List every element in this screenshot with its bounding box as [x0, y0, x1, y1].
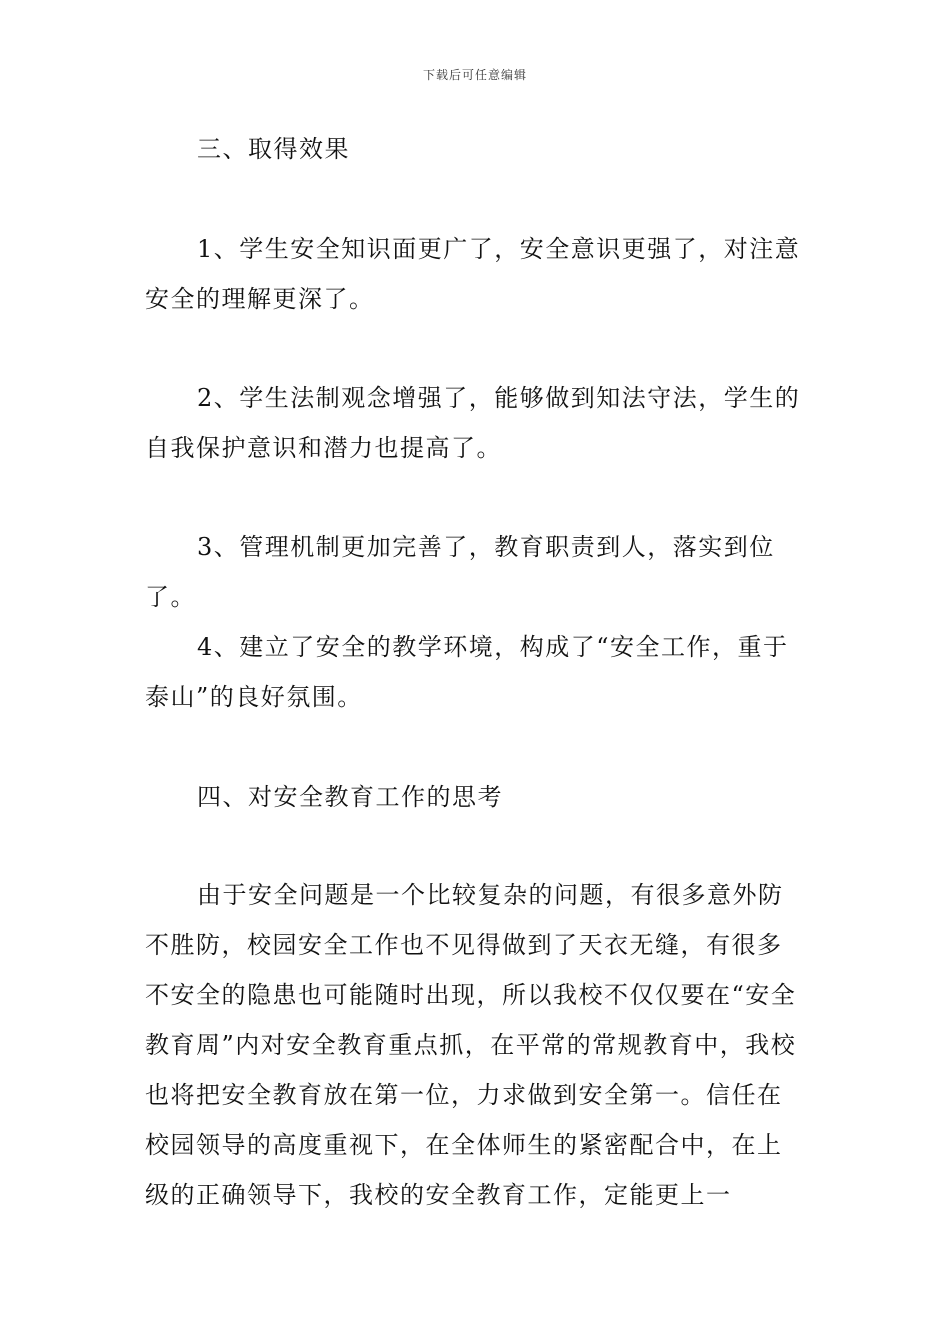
result-item-3: 3、管理机制更加完善了，教育职责到人，落实到位了。 — [145, 533, 775, 611]
section-heading-reflection: 四、对安全教育工作的思考 — [197, 783, 503, 811]
result-item-4: 4、建立了安全的教学环境，构成了“安全工作，重于泰山”的良好氛围。 — [145, 633, 789, 711]
result-item-2: 2、学生法制观念增强了，能够做到知法守法，学生的自我保护意识和潜力也提高了。 — [145, 384, 801, 462]
reflection-paragraph: 由于安全问题是一个比较复杂的问题，有很多意外防不胜防，校园安全工作也不见得做到了天衣无缝，有很多不安全的隐患也可能随时出现，所以我校不仅仅要在“安全教育周”内对安全教育重点抓，在平常的常规教育中，我校也将把安全教育放在第一位，力求做到安全第一。信任在校园领导的高度重视下，在全体师生的紧密配合中，在上级的正确领导下，我校的安全教育工作，定能更上一 — [145, 881, 797, 1209]
page-header-note: 下载后可任意编辑 — [422, 68, 527, 82]
result-item-1: 1、学生安全知识面更广了，安全意识更强了，对注意安全的理解更深了。 — [145, 235, 801, 313]
section-heading-results: 三、取得效果 — [197, 135, 350, 163]
